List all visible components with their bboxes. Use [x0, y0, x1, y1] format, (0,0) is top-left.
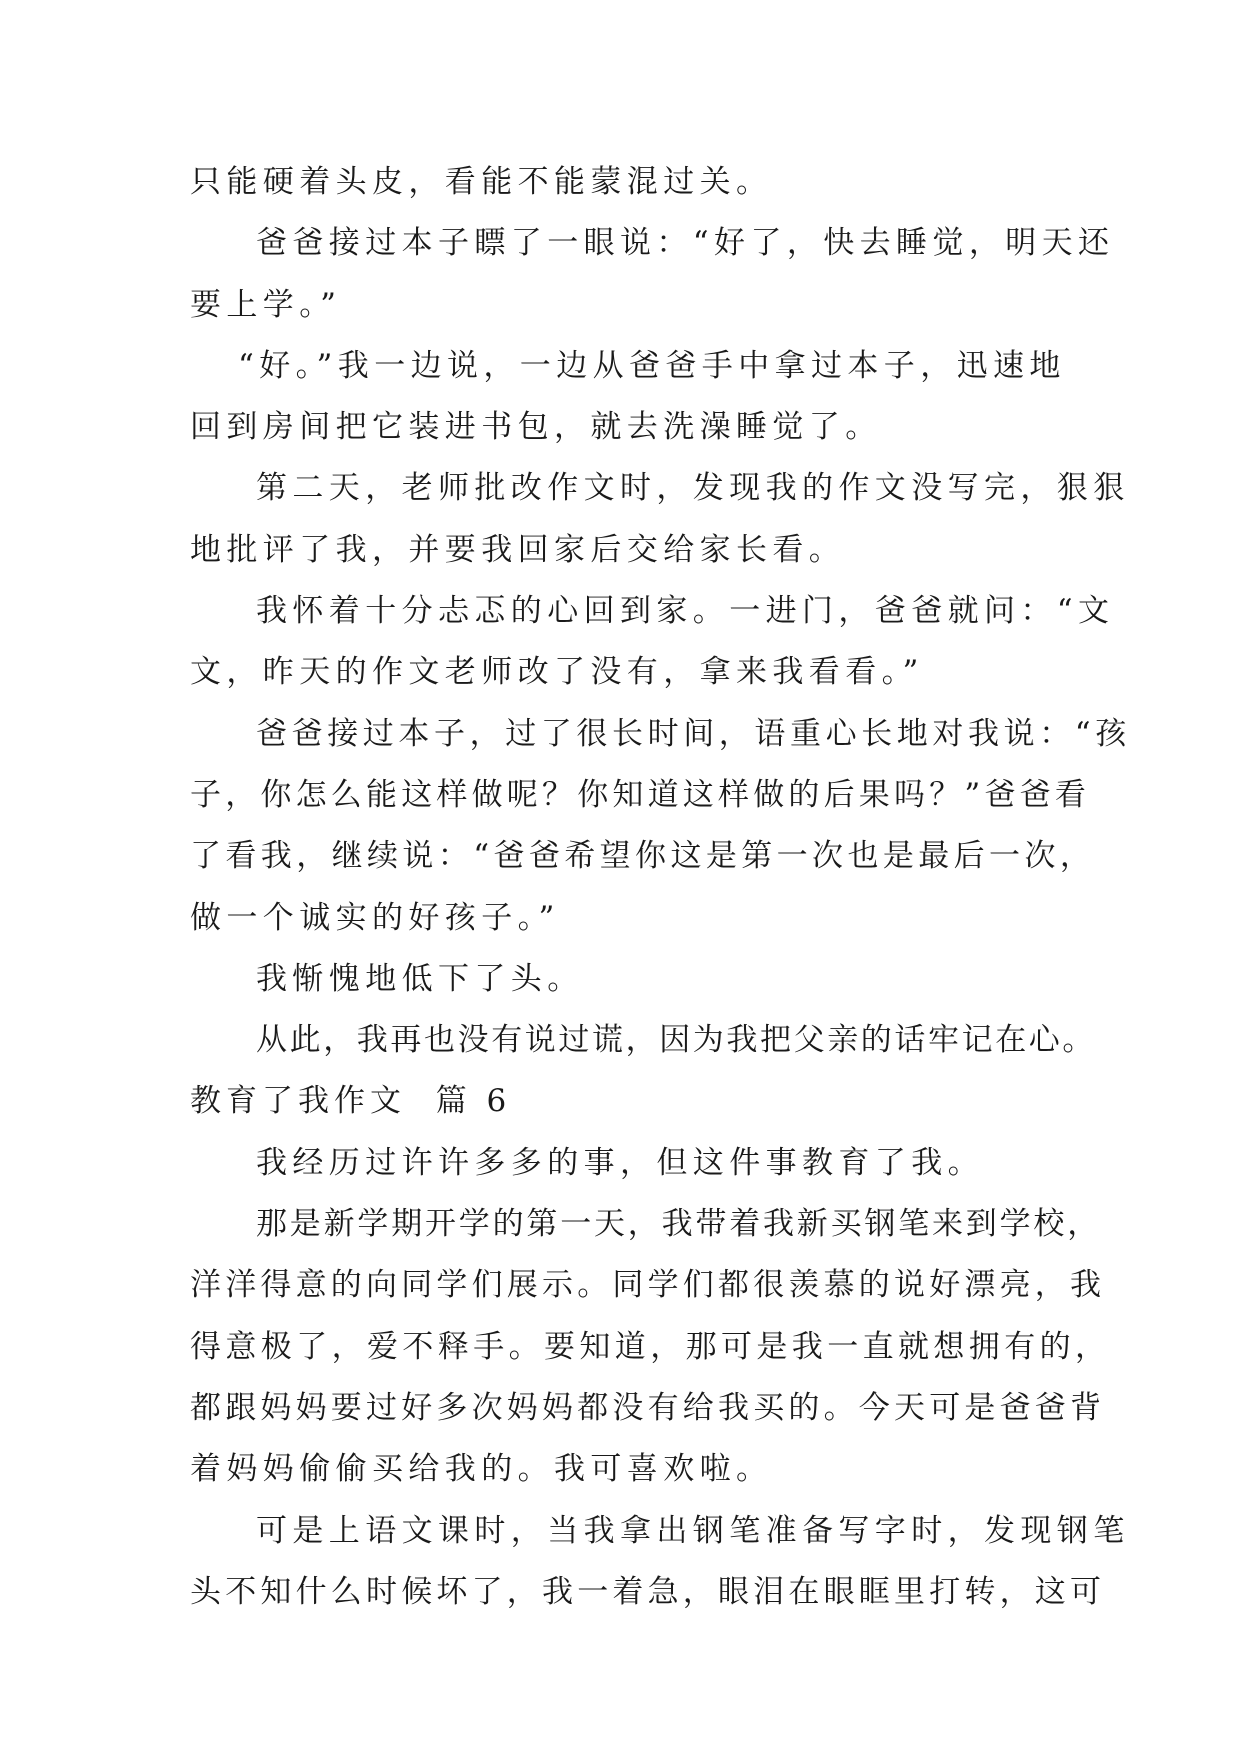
text-line: 那是新学期开学的第一天，我带着我新买钢笔来到学校，: [256, 1206, 1101, 1243]
section-heading: 教育了我作文 篇 6: [190, 1083, 512, 1120]
text-line: 第二天，老师批改作文时，发现我的作文没写完，狠狠: [256, 470, 1130, 507]
text-line: 爸爸接过本子，过了很长时间，语重心长地对我说：“孩: [256, 715, 1131, 752]
text-line: 都跟妈妈要过好多次妈妈都没有给我买的。今天可是爸爸背: [190, 1389, 1106, 1426]
text-line: 我怀着十分忐忑的心回到家。一进门，爸爸就问：“文: [256, 593, 1115, 630]
text-line: 可是上语文课时，当我拿出钢笔准备写字时，发现钢笔: [256, 1512, 1130, 1549]
text-line: 我经历过许许多多的事，但这件事教育了我。: [256, 1144, 984, 1181]
text-line: 爸爸接过本子瞟了一眼说：“好了，快去睡觉，明天还: [256, 225, 1115, 262]
text-line: 文，昨天的作文老师改了没有，拿来我看看。”: [190, 654, 924, 691]
text-line: 了看我，继续说：“爸爸希望你这是第一次也是最后一次，: [190, 838, 1096, 875]
text-line: 得意极了，爱不释手。要知道，那可是我一直就想拥有的，: [190, 1328, 1111, 1365]
text-line: 从此，我再也没有说过谎，因为我把父亲的话牢记在心。: [256, 1022, 1096, 1059]
article-body: [190, 152, 1131, 1623]
text-line: 回到房间把它装进书包，就去洗澡睡觉了。: [190, 409, 882, 446]
text-line: 头不知什么时候坏了，我一着急，眼泪在眼眶里打转，这可: [190, 1573, 1106, 1610]
text-line: 洋洋得意的向同学们展示。同学们都很羡慕的说好漂亮，我: [190, 1267, 1106, 1304]
text-line: “好。”我一边说，一边从爸爸手中拿过本子，迅速地: [238, 347, 1066, 384]
text-line: 做一个诚实的好孩子。”: [190, 899, 560, 936]
text-line: 我惭愧地低下了头。: [256, 960, 584, 997]
text-line: 子，你怎么能这样做呢？你知道这样做的后果吗？”爸爸看: [190, 776, 1091, 813]
text-line: 着妈妈偷偷买给我的。我可喜欢啦。: [190, 1451, 773, 1488]
text-line: 地批评了我，并要我回家后交给家长看。: [190, 531, 846, 568]
text-line: 只能硬着头皮，看能不能蒙混过关。: [190, 164, 773, 200]
text-line: 要上学。”: [190, 286, 342, 323]
